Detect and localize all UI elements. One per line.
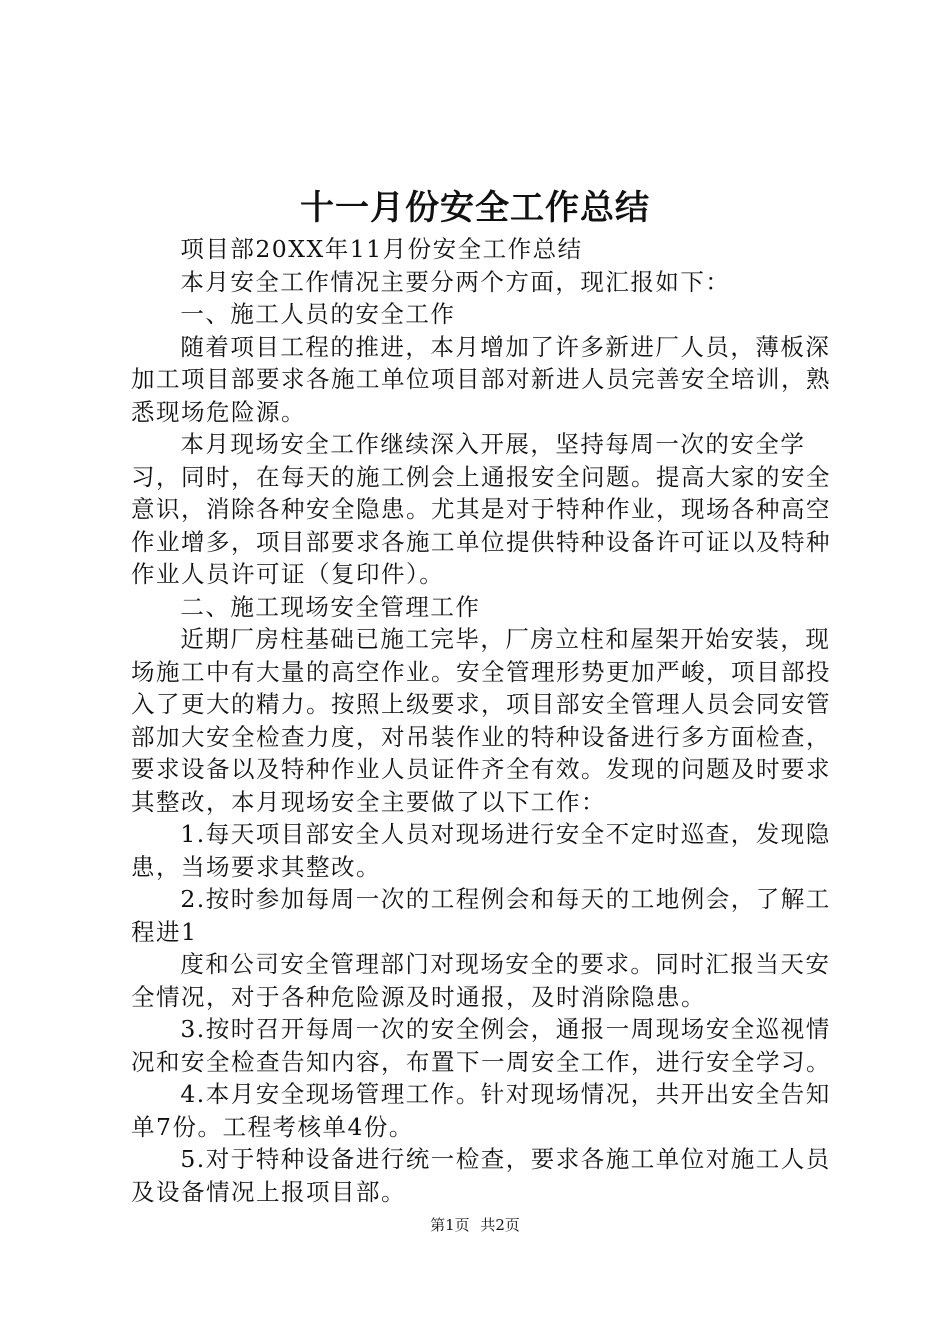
document-title: 十一月份安全工作总结: [300, 188, 650, 228]
paragraph-subtitle: 项目部20XX年11月份安全工作总结: [180, 235, 583, 263]
paragraph: 近期厂房柱基础已施工完毕，厂房立柱和屋架开始安装，现场施工中有大量的高空作业。安全管理形势更加严峻，项目部投入了更大的精力。按照上级要求，项目部安全管理人员会同安管部加大安全检查力度，对吊装作业的特种设备进行多方面检查，要求设备以及特种作业人员证件齐全有效。发现的问题及时要求其整改，本月现场安全主要做了以下工作：: [131, 625, 831, 816]
list-item: 1.每天项目部安全人员对现场进行安全不定时巡查，发现隐患，当场要求其整改。: [131, 820, 831, 881]
page-total: 共2页: [480, 1216, 520, 1234]
section-heading-1: 一、施工人员的安全工作: [180, 300, 456, 328]
page-footer: [0, 1214, 950, 1236]
list-item: 3.按时召开每周一次的安全例会，通报一周现场安全巡视情况和安全检查告知内容，布置下一周安全工作，进行安全学习。: [131, 1015, 831, 1076]
paragraph: 随着项目工程的推进，本月增加了许多新进厂人员，薄板深加工项目部要求各施工单位项目部对新进人员完善安全培训，熟悉现场危险源。: [131, 332, 831, 426]
list-item-continuation: 度和公司安全管理部门对现场安全的要求。同时汇报当天安全情况，对于各种危险源及时通报，及时消除隐患。: [131, 950, 831, 1011]
page-number: 第1页: [430, 1216, 470, 1234]
paragraph: 本月现场安全工作继续深入开展，坚持每周一次的安全学习，同时，在每天的施工例会上通报安全问题。提高大家的安全意识，消除各种安全隐患。尤其是对于特种作业，现场各种高空作业增多，项目部要求各施工单位提供特种设备许可证以及特种作业人员许可证（复印件）。: [131, 430, 831, 588]
paragraph-intro: 本月安全工作情况主要分两个方面，现汇报如下：: [180, 267, 731, 296]
section-heading-2: 二、施工现场安全管理工作: [180, 592, 481, 621]
list-item: 5.对于特种设备进行统一检查，要求各施工单位对施工人员及设备情况上报项目部。: [131, 1145, 831, 1206]
document-body: [131, 233, 831, 1208]
list-item: 2.按时参加每周一次的工程例会和每天的工地例会，了解工程进1: [131, 885, 831, 946]
list-item: 4.本月安全现场管理工作。针对现场情况，共开出安全告知单7份。工程考核单4份。: [131, 1080, 831, 1141]
